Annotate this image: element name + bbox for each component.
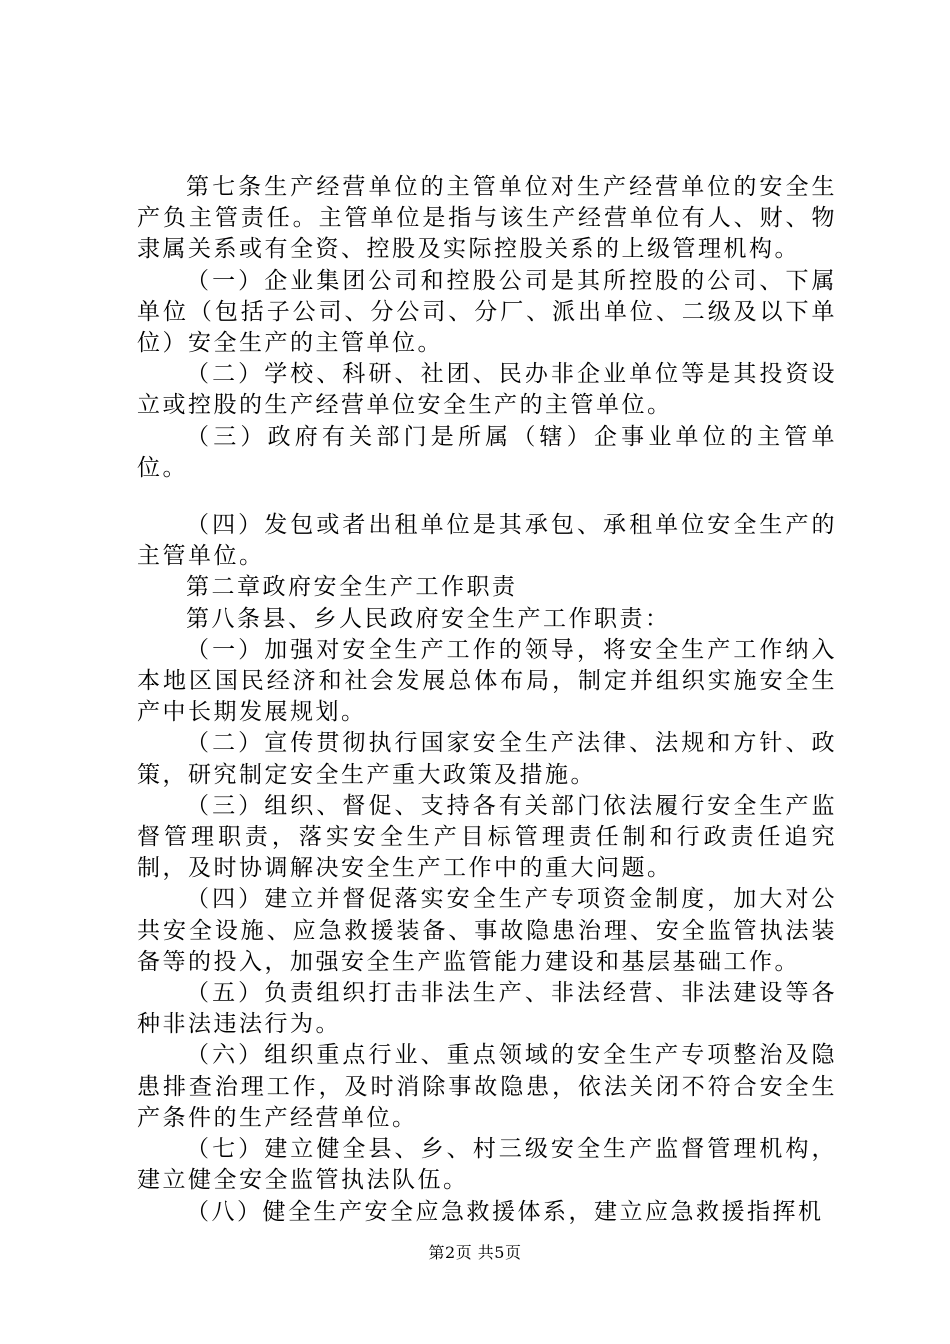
paragraph-duty-3: （三）组织、督促、支持各有关部门依法履行安全生产监督管理职责，落实安全生产目标管理责任制和行政责任追究制，及时协调解决安全生产工作中的重大问题。: [137, 792, 837, 882]
paragraph-duty-5: （五）负责组织打击非法生产、非法经营、非法建设等各种非法违法行为。: [137, 980, 837, 1038]
paragraph-item-1: （一）企业集团公司和控股公司是其所控股的公司、下属单位（包括子公司、分公司、分厂、派出单位、二级及以下单位）安全生产的主管单位。: [137, 267, 837, 357]
paragraph-duty-6: （六）组织重点行业、重点领域的安全生产专项整治及隐患排查治理工作，及时消除事故隐患，依法关闭不符合安全生产条件的生产经营单位。: [137, 1042, 837, 1131]
paragraph-item-4: （四）发包或者出租单位是其承包、承租单位安全生产的主管单位。: [137, 512, 837, 570]
paragraph-duty-8: （八）健全生产安全应急救援体系，建立应急救援指挥机: [186, 1198, 824, 1225]
page-number-footer: 第2页 共5页: [428, 1243, 522, 1262]
paragraph-item-3: （三）政府有关部门是所属（辖）企事业单位的主管单位。: [137, 423, 837, 481]
chapter-heading: 第二章政府安全生产工作职责: [186, 574, 518, 601]
paragraph-duty-4: （四）建立并督促落实安全生产专项资金制度，加大对公共安全设施、应急救援装备、事故隐患治理、安全监管执法装备等的投入，加强安全生产监管能力建设和基层基础工作。: [137, 886, 837, 975]
paragraph-duty-1: （一）加强对安全生产工作的领导，将安全生产工作纳入本地区国民经济和社会发展总体布局，制定并组织实施安全生产中长期发展规划。: [137, 636, 837, 726]
paragraph-article-8: 第八条县、乡人民政府安全生产工作职责：: [186, 605, 671, 632]
paragraph-duty-2: （二）宣传贯彻执行国家安全生产法律、法规和方针、政策，研究制定安全生产重大政策及措施。: [137, 730, 837, 788]
paragraph-duty-7: （七）建立健全县、乡、村三级安全生产监督管理机构，建立健全安全监管执法队伍。: [137, 1136, 837, 1194]
paragraph-article-7: 第七条生产经营单位的主管单位对生产经营单位的安全生产负主管责任。主管单位是指与该生产经营单位有人、财、物隶属关系或有全资、控股及实际控股关系的上级管理机构。: [137, 174, 837, 263]
paragraph-item-2: （二）学校、科研、社团、民办非企业单位等是其投资设立或控股的生产经营单位安全生产的主管单位。: [137, 361, 837, 419]
document-body: [137, 172, 837, 1228]
